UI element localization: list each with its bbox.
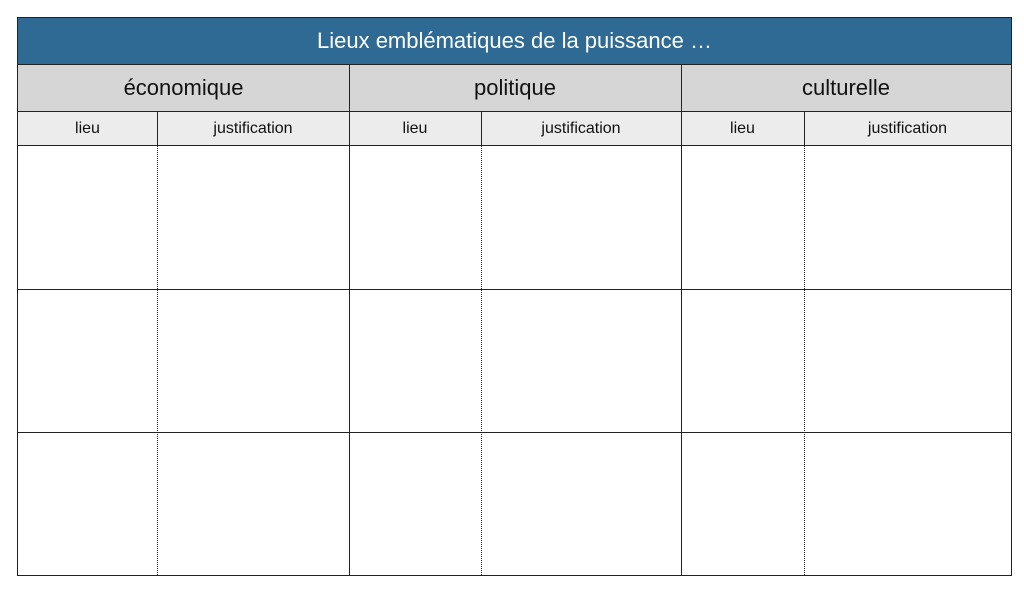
subheader-economique-justification: justification — [213, 119, 293, 137]
cell-culturelle-justification[interactable] — [804, 146, 1011, 289]
category-header-row — [18, 65, 1011, 112]
table-title: Lieux emblématiques de la puissance … — [18, 18, 1011, 65]
cell-culturelle-justification[interactable] — [804, 289, 1011, 432]
subheader-culturelle-lieu: lieu — [730, 119, 755, 137]
cell-politique-lieu[interactable] — [349, 432, 481, 575]
subheader-culturelle-justification: justification — [867, 119, 948, 137]
cell-politique-justification[interactable] — [481, 146, 681, 289]
cell-economique-justification[interactable] — [157, 289, 349, 432]
subheader-divider — [157, 112, 158, 146]
subheader-row — [18, 112, 1011, 146]
subheader-divider — [804, 112, 805, 146]
power-places-table — [17, 17, 1012, 576]
subheader-economique-lieu: lieu — [75, 119, 100, 137]
category-economique: économique — [123, 75, 244, 100]
cell-politique-lieu[interactable] — [349, 146, 481, 289]
cell-politique-lieu[interactable] — [349, 289, 481, 432]
cell-culturelle-lieu[interactable] — [681, 146, 804, 289]
cell-culturelle-lieu[interactable] — [681, 289, 804, 432]
cell-economique-lieu[interactable] — [18, 432, 157, 575]
category-politique: politique — [474, 75, 556, 100]
cell-economique-lieu[interactable] — [18, 146, 157, 289]
cell-economique-justification[interactable] — [157, 146, 349, 289]
cell-politique-justification[interactable] — [481, 289, 681, 432]
cell-economique-justification[interactable] — [157, 432, 349, 575]
subheader-divider — [481, 112, 482, 146]
cell-politique-justification[interactable] — [481, 432, 681, 575]
subheader-politique-lieu: lieu — [402, 119, 428, 137]
cell-culturelle-lieu[interactable] — [681, 432, 804, 575]
subheader-politique-justification: justification — [541, 119, 621, 137]
cell-culturelle-justification[interactable] — [804, 432, 1011, 575]
category-culturelle: culturelle — [801, 75, 891, 100]
cell-economique-lieu[interactable] — [18, 289, 157, 432]
